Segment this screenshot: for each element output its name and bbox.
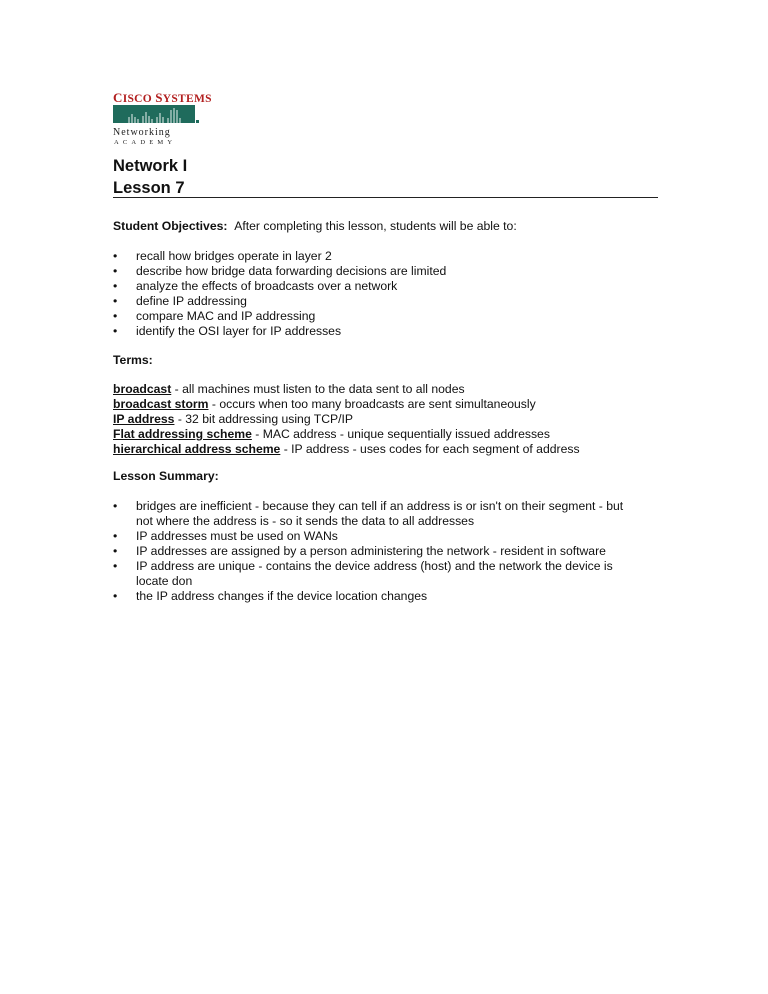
term-name: IP address	[113, 412, 175, 426]
term-name: broadcast storm	[113, 397, 209, 411]
bullet: •	[113, 544, 118, 558]
bullet: •	[113, 279, 118, 293]
logo-wordmark: CISCO SYSTEMS	[113, 90, 212, 105]
list-item-text: compare MAC and IP addressing	[136, 309, 316, 323]
summary-list	[113, 499, 643, 604]
bullet: •	[113, 249, 118, 263]
term-definition: - 32 bit addressing using TCP/IP	[174, 412, 354, 426]
logo-networking-text: Networking	[113, 127, 171, 138]
objectives-label: Student Objectives:	[113, 219, 228, 233]
objectives-list	[113, 249, 658, 339]
term-entry	[113, 427, 673, 442]
list-item	[113, 559, 643, 589]
list-item-text: identify the OSI layer for IP addresses	[136, 324, 342, 338]
term-name: hierarchical address scheme	[113, 442, 281, 456]
term-entry	[113, 382, 673, 397]
objectives-intro	[113, 219, 517, 234]
bullet: •	[113, 324, 118, 338]
logo-bars-graphic	[113, 105, 195, 123]
list-item-text: IP address are unique - contains the device address (host) and the network the device is locate don	[136, 559, 613, 588]
list-item	[113, 309, 658, 324]
list-item	[113, 279, 658, 294]
bullet: •	[113, 264, 118, 278]
list-item	[113, 529, 643, 544]
list-item-text: recall how bridges operate in layer 2	[136, 249, 332, 263]
term-entry	[113, 442, 673, 457]
list-item-text: describe how bridge data forwarding decisions are limited	[136, 264, 447, 278]
list-item-text: the IP address changes if the device location changes	[136, 589, 428, 603]
header-divider	[113, 197, 658, 198]
list-item	[113, 264, 658, 279]
list-item	[113, 544, 643, 559]
bullet: •	[113, 294, 118, 308]
term-definition: - MAC address - unique sequentially issued addresses	[251, 427, 550, 441]
list-item-text: analyze the effects of broadcasts over a network	[136, 279, 398, 293]
cisco-academy-logo	[113, 90, 212, 158]
terms-heading: Terms:	[113, 353, 153, 367]
logo-dot	[196, 120, 199, 123]
summary-heading: Lesson Summary:	[113, 469, 219, 483]
list-item	[113, 249, 658, 264]
list-item-text: define IP addressing	[136, 294, 247, 308]
lesson-title: Lesson 7	[113, 179, 185, 197]
term-entry	[113, 397, 673, 412]
logo-bars-icon	[113, 105, 195, 123]
terms-list	[113, 382, 673, 457]
term-definition: - IP address - uses codes for each segment of address	[280, 442, 580, 456]
list-item	[113, 589, 643, 604]
bullet: •	[113, 559, 118, 573]
bullet: •	[113, 309, 118, 323]
objectives-intro-text: After completing this lesson, students will be able to:	[234, 219, 517, 233]
list-item-text: bridges are inefficient - because they can tell if an address is or isn't on their segment - but not where the address is - so it sends the data to all addresses	[136, 499, 624, 528]
list-item	[113, 324, 658, 339]
bullet: •	[113, 589, 118, 603]
list-item	[113, 499, 643, 529]
term-definition: - all machines must listen to the data sent to all nodes	[171, 382, 465, 396]
list-item-text: IP addresses must be used on WANs	[136, 529, 338, 543]
list-item	[113, 294, 658, 309]
list-item-text: IP addresses are assigned by a person administering the network - resident in software	[136, 544, 606, 558]
course-title: Network I	[113, 157, 188, 175]
term-name: broadcast	[113, 382, 172, 396]
term-entry	[113, 412, 673, 427]
term-name: Flat addressing scheme	[113, 427, 252, 441]
logo-academy-text: ACADEMY	[114, 139, 177, 146]
bullet: •	[113, 529, 118, 543]
bullet: •	[113, 499, 118, 513]
term-definition: - occurs when too many broadcasts are sent simultaneously	[208, 397, 536, 411]
